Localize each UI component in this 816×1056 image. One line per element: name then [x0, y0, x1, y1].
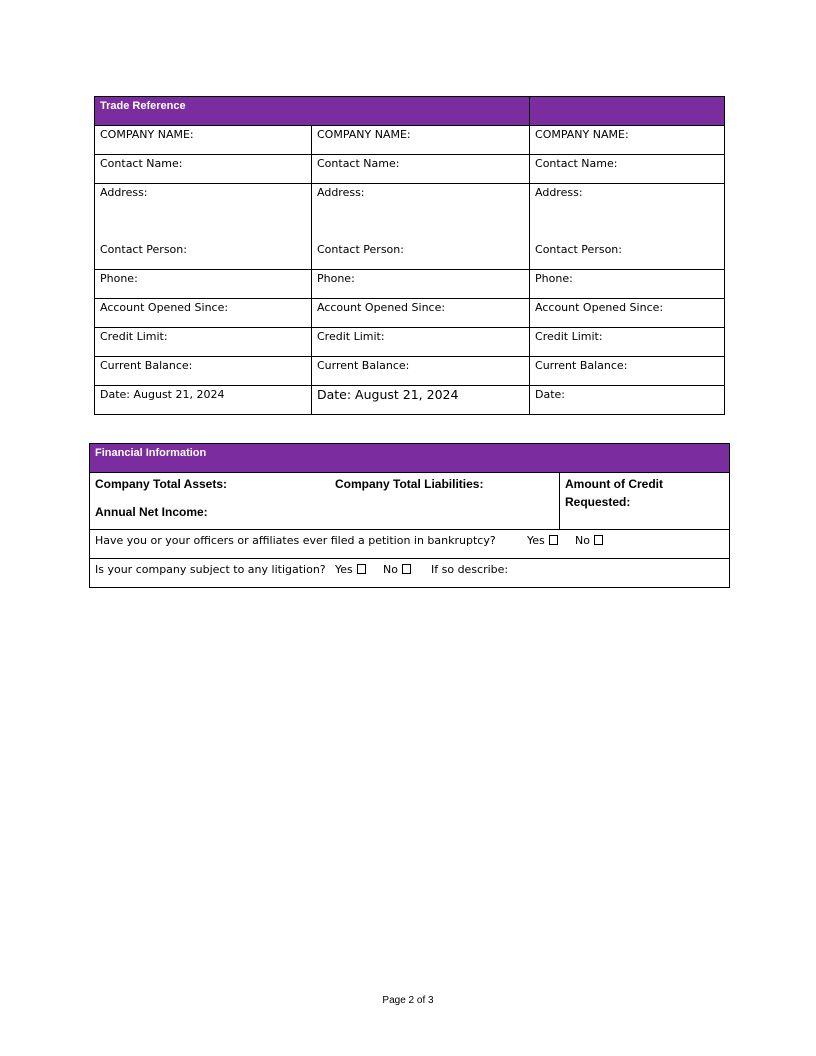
account-opened-field-3[interactable]: Account Opened Since: — [530, 299, 725, 328]
contact-name-field-2[interactable]: Contact Name: — [312, 155, 530, 184]
credit-limit-field-2[interactable]: Credit Limit: — [312, 328, 530, 357]
date-field-2[interactable]: Date: August 21, 2024 — [312, 386, 530, 415]
litigation-row — [90, 559, 730, 588]
bankruptcy-row — [90, 530, 730, 559]
company-name-field-3[interactable]: COMPANY NAME: — [530, 126, 725, 155]
litigation-yes-checkbox[interactable] — [357, 564, 366, 574]
account-opened-field-1[interactable]: Account Opened Since: — [95, 299, 312, 328]
financial-figures-cell[interactable] — [90, 473, 560, 530]
contact-person-label-1: Contact Person: — [100, 243, 187, 256]
total-assets-label: Company Total Assets: — [95, 477, 228, 491]
trade-reference-title-blank — [530, 97, 725, 126]
credit-limit-field-3[interactable]: Credit Limit: — [530, 328, 725, 357]
current-balance-field-3[interactable]: Current Balance: — [530, 357, 725, 386]
bankruptcy-question: Have you or your officers or affiliates ever filed a petition in bankruptcy? — [95, 534, 496, 547]
amount-of-credit-label: Amount of Credit — [565, 477, 663, 491]
amount-of-credit-cell[interactable] — [560, 473, 730, 530]
financial-information-title: Financial Information — [90, 444, 730, 473]
bankruptcy-no-option[interactable] — [575, 534, 603, 548]
address-cell-2[interactable] — [312, 184, 530, 270]
phone-field-2[interactable]: Phone: — [312, 270, 530, 299]
if-so-describe-label: If so describe: — [431, 563, 509, 576]
litigation-yes-label: Yes — [335, 563, 353, 576]
contact-name-field-3[interactable]: Contact Name: — [530, 155, 725, 184]
litigation-no-label: No — [383, 563, 398, 576]
address-label-3: Address: — [535, 186, 583, 199]
company-name-field-1[interactable]: COMPANY NAME: — [95, 126, 312, 155]
bankruptcy-yes-checkbox[interactable] — [549, 535, 558, 545]
financial-information-table — [89, 443, 730, 588]
address-cell-3[interactable] — [530, 184, 725, 270]
contact-name-field-1[interactable]: Contact Name: — [95, 155, 312, 184]
total-liabilities-label: Company Total Liabilities: — [335, 477, 484, 491]
annual-net-income-label: Annual Net Income: — [95, 505, 208, 519]
company-name-field-2[interactable]: COMPANY NAME: — [312, 126, 530, 155]
credit-limit-field-1[interactable]: Credit Limit: — [95, 328, 312, 357]
address-cell-1[interactable] — [95, 184, 312, 270]
contact-person-label-3: Contact Person: — [535, 243, 622, 256]
litigation-yes-option[interactable] — [335, 563, 366, 577]
phone-field-3[interactable]: Phone: — [530, 270, 725, 299]
bankruptcy-no-checkbox[interactable] — [594, 535, 603, 545]
requested-label: Requested: — [565, 495, 631, 509]
date-field-1[interactable]: Date: August 21, 2024 — [95, 386, 312, 415]
address-label-1: Address: — [100, 186, 148, 199]
trade-reference-table — [94, 96, 725, 415]
bankruptcy-yes-option[interactable] — [527, 534, 558, 548]
contact-person-label-2: Contact Person: — [317, 243, 404, 256]
date-field-3[interactable]: Date: — [530, 386, 725, 415]
address-label-2: Address: — [317, 186, 365, 199]
current-balance-field-2[interactable]: Current Balance: — [312, 357, 530, 386]
litigation-no-checkbox[interactable] — [402, 564, 411, 574]
page-number: Page 2 of 3 — [382, 995, 434, 1006]
current-balance-field-1[interactable]: Current Balance: — [95, 357, 312, 386]
litigation-no-option[interactable] — [383, 563, 411, 577]
litigation-question: Is your company subject to any litigation? — [95, 563, 326, 576]
trade-reference-title: Trade Reference — [95, 97, 530, 126]
bankruptcy-yes-label: Yes — [527, 534, 545, 547]
phone-field-1[interactable]: Phone: — [95, 270, 312, 299]
account-opened-field-2[interactable]: Account Opened Since: — [312, 299, 530, 328]
bankruptcy-no-label: No — [575, 534, 590, 547]
